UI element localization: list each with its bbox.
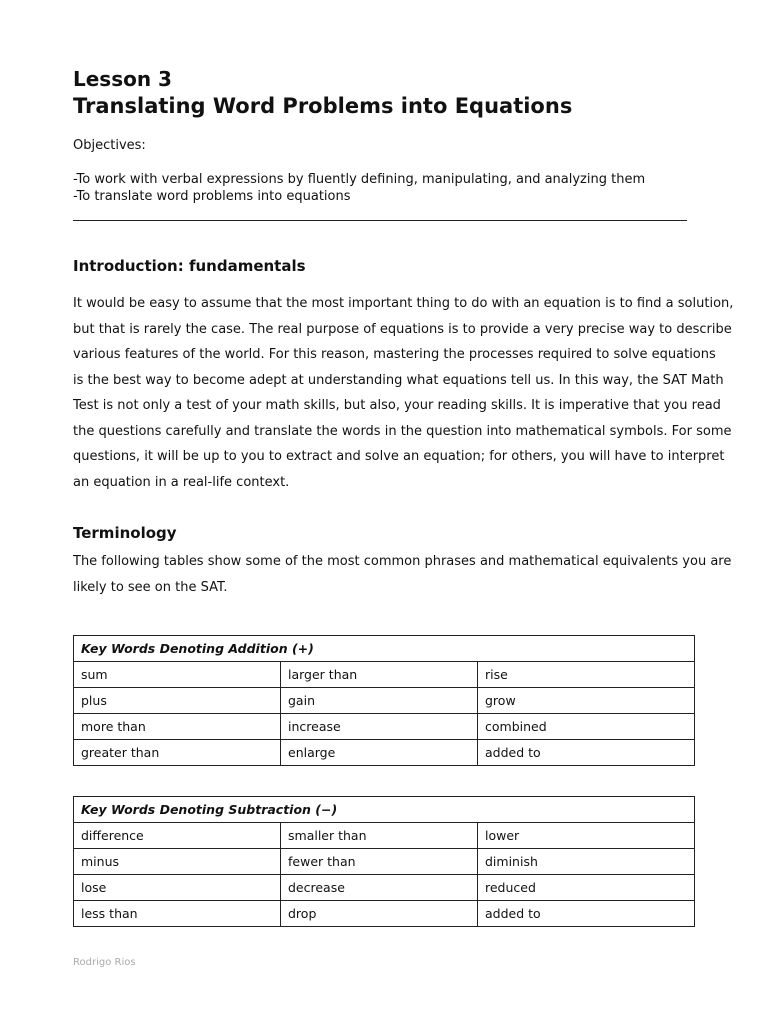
paragraph-line: Test is not only a test of your math skills, but also, your reading skills. It is imperative that you read [73, 398, 721, 413]
table-cell: less than [74, 901, 281, 927]
paragraph-line: It would be easy to assume that the most important thing to do with an equation is to find a solution, [73, 296, 734, 311]
table-cell: sum [74, 662, 281, 688]
table-row [74, 875, 695, 901]
objective-item: -To translate word problems into equations [73, 189, 351, 204]
table-cell: reduced [478, 875, 695, 901]
table-row [74, 901, 695, 927]
table-cell: grow [478, 688, 695, 714]
table-cell: enlarge [281, 740, 478, 766]
paragraph-line: but that is rarely the case. The real purpose of equations is to provide a very precise way to describe [73, 321, 732, 337]
terminology-paragraph [73, 549, 732, 600]
table-cell: greater than [74, 740, 281, 766]
paragraph-line: likely to see on the SAT. [73, 579, 228, 595]
section-divider [73, 220, 687, 221]
table-cell: rise [478, 662, 695, 688]
introduction-heading: Introduction: fundamentals [73, 257, 306, 275]
table-cell: smaller than [281, 823, 478, 849]
table-cell: added to [478, 740, 695, 766]
paragraph-line: various features of the world. For this reason, mastering the processes required to solve equations [73, 347, 716, 362]
paragraph-line: questions, it will be up to you to extract and solve an equation; for others, you will have to interpret [73, 449, 725, 464]
table-row [74, 823, 695, 849]
table-row [74, 740, 695, 766]
subtraction-keywords-table [73, 796, 695, 927]
table-cell: minus [74, 849, 281, 875]
table-cell: larger than [281, 662, 478, 688]
paragraph-line: the questions carefully and translate the words in the question into mathematical symbols. For some [73, 423, 732, 439]
introduction-paragraph [73, 291, 734, 495]
paragraph-line: an equation in a real-life context. [73, 474, 290, 490]
table-cell: lower [478, 823, 695, 849]
footer-author: Rodrigo Rios [73, 957, 136, 968]
lesson-number: Lesson 3 [73, 67, 172, 91]
table-cell: gain [281, 688, 478, 714]
table-row [74, 662, 695, 688]
table-row [74, 688, 695, 714]
lesson-title: Translating Word Problems into Equations [73, 94, 573, 118]
table-row [74, 714, 695, 740]
addition-keywords-table [73, 635, 695, 766]
table-cell: added to [478, 901, 695, 927]
table-cell: fewer than [281, 849, 478, 875]
table-cell: difference [74, 823, 281, 849]
table-cell: plus [74, 688, 281, 714]
table-cell: increase [281, 714, 478, 740]
objective-item: -To work with verbal expressions by fluently defining, manipulating, and analyzing them [73, 172, 646, 187]
objectives-label: Objectives: [73, 138, 146, 153]
table-title: Key Words Denoting Addition (+) [74, 636, 695, 662]
table-cell: drop [281, 901, 478, 927]
terminology-heading: Terminology [73, 524, 177, 542]
table-cell: lose [74, 875, 281, 901]
table-title: Key Words Denoting Subtraction (−) [74, 797, 695, 823]
table-row [74, 849, 695, 875]
table-cell: diminish [478, 849, 695, 875]
table-cell: decrease [281, 875, 478, 901]
paragraph-line: is the best way to become adept at understanding what equations tell us. In this way, the SAT Math [73, 372, 724, 388]
paragraph-line: The following tables show some of the most common phrases and mathematical equivalents you are [73, 554, 732, 569]
table-cell: combined [478, 714, 695, 740]
table-cell: more than [74, 714, 281, 740]
